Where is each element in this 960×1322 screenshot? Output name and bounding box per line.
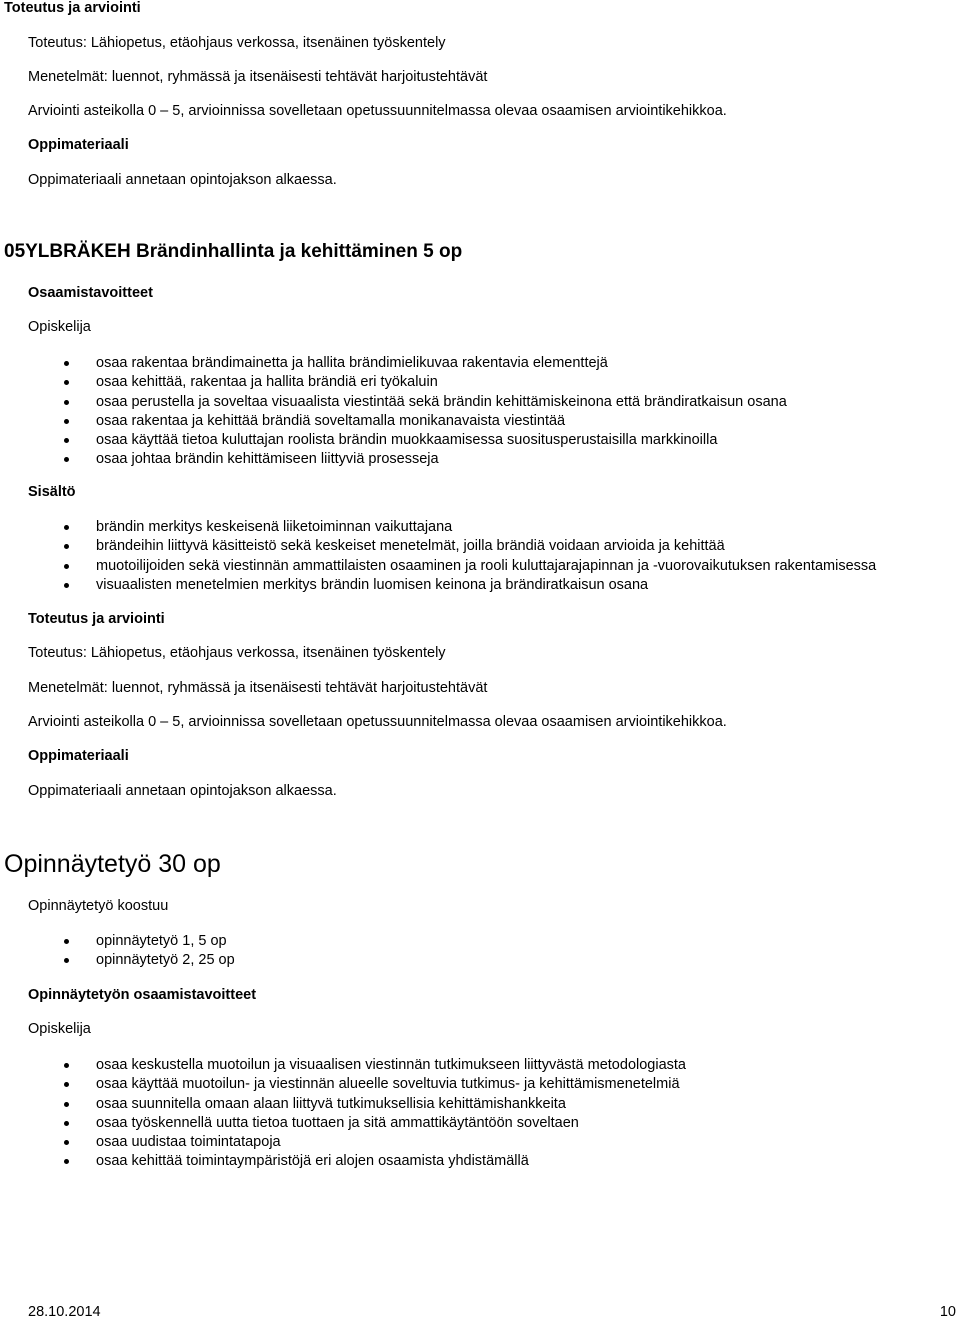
bullet-icon <box>64 939 69 944</box>
course-title: 05YLBRÄKEH Brändinhallinta ja kehittäminen 5 op <box>4 241 463 262</box>
course-menetelmat-text: Menetelmät: luennot, ryhmässä ja itsenäisesti tehtävät harjoitustehtävät <box>28 680 488 696</box>
bullet-icon <box>64 1140 69 1145</box>
osaamistavoitteet-heading: Osaamistavoitteet <box>28 285 153 301</box>
course-oppimateriaali-text: Oppimateriaali annetaan opintojakson alkaessa. <box>28 783 337 799</box>
bullet-icon <box>64 457 69 462</box>
course-toteutus-text: Toteutus: Lähiopetus, etäohjaus verkossa, itsenäinen työskentely <box>28 645 446 661</box>
bullet-icon <box>64 1159 69 1164</box>
list-item: osaa kehittää toimintaympäristöjä eri alojen osaamista yhdistämällä <box>0 1152 960 1171</box>
bullet-icon <box>64 361 69 366</box>
list-item: brändin merkitys keskeisenä liiketoiminnan vaikuttajana <box>0 518 960 537</box>
bullet-icon <box>64 1063 69 1068</box>
list-item: osaa suunnitella omaan alaan liittyvä tutkimuksellisia kehittämishankkeita <box>0 1095 960 1114</box>
list-item: osaa rakentaa ja kehittää brändiä soveltamalla monikanavaista viestintää <box>0 412 960 431</box>
course-oppimateriaali-heading: Oppimateriaali <box>28 748 129 764</box>
thesis-objectives-list <box>0 1056 960 1172</box>
bullet-icon <box>64 1102 69 1107</box>
oppimateriaali-text: Oppimateriaali annetaan opintojakson alkaessa. <box>28 172 337 188</box>
thesis-parts-list <box>0 932 960 971</box>
sisalto-heading: Sisältö <box>28 484 76 500</box>
list-item: osaa käyttää muotoilun- ja viestinnän alueelle soveltuvia tutkimus- ja kehittämismenetelmiä <box>0 1075 960 1094</box>
list-item: visuaalisten menetelmien merkitys brändin luomisen keinona ja brändiratkaisun osana <box>0 576 960 595</box>
bullet-icon <box>64 438 69 443</box>
course-arviointi-text: Arviointi asteikolla 0 – 5, arvioinnissa sovelletaan opetussuunnitelmassa olevaa osaamisen arviointikehikkoa. <box>28 714 727 730</box>
list-item: osaa rakentaa brändimainetta ja hallita brändimielikuvaa rakentavia elementtejä <box>0 354 960 373</box>
opiskelija-label: Opiskelija <box>28 319 91 335</box>
oppimateriaali-heading: Oppimateriaali <box>28 137 129 153</box>
menetelmat-text: Menetelmät: luennot, ryhmässä ja itsenäisesti tehtävät harjoitustehtävät <box>28 69 488 85</box>
course-contents-list <box>0 518 960 595</box>
list-item: opinnäytetyö 2, 25 op <box>0 951 960 970</box>
bullet-icon <box>64 525 69 530</box>
list-item: brändeihin liittyvä käsitteistö sekä keskeiset menetelmät, joilla brändiä voidaan arvioida ja kehittää <box>0 537 960 556</box>
list-item: muotoilijoiden sekä viestinnän ammattilaisten osaaminen ja rooli kuluttajarajapinnan ja -vuorovaikutuksen rakentamisessa <box>0 557 960 576</box>
list-item: osaa johtaa brändin kehittämiseen liittyviä prosesseja <box>0 450 960 469</box>
course-toteutus-heading: Toteutus ja arviointi <box>28 611 165 627</box>
toteutus-heading: Toteutus ja arviointi <box>4 0 141 16</box>
course-objectives-list <box>0 354 960 470</box>
list-item: opinnäytetyö 1, 5 op <box>0 932 960 951</box>
bullet-icon <box>64 419 69 424</box>
thesis-title: Opinnäytetyö 30 op <box>4 850 221 878</box>
bullet-icon <box>64 1082 69 1087</box>
bullet-icon <box>64 958 69 963</box>
thesis-opiskelija-label: Opiskelija <box>28 1021 91 1037</box>
bullet-icon <box>64 544 69 549</box>
bullet-icon <box>64 380 69 385</box>
page-number: 10 <box>939 1304 956 1320</box>
footer-date: 28.10.2014 <box>28 1304 101 1320</box>
arviointi-text: Arviointi asteikolla 0 – 5, arvioinnissa sovelletaan opetussuunnitelmassa olevaa osaamisen arviointikehikkoa. <box>28 103 727 119</box>
list-item: osaa työskennellä uutta tietoa tuottaen ja sitä ammattikäytäntöön soveltaen <box>0 1114 960 1133</box>
list-item: osaa kehittää, rakentaa ja hallita brändiä eri työkaluin <box>0 373 960 392</box>
thesis-tavoitteet-heading: Opinnäytetyön osaamistavoitteet <box>28 987 257 1003</box>
toteutus-text: Toteutus: Lähiopetus, etäohjaus verkossa, itsenäinen työskentely <box>28 35 446 51</box>
list-item: osaa perustella ja soveltaa visuaalista viestintää sekä brändin kehittämiskeinona että brändiratkaisun osana <box>0 393 960 412</box>
list-item: osaa uudistaa toimintatapoja <box>0 1133 960 1152</box>
bullet-icon <box>64 583 69 588</box>
bullet-icon <box>64 400 69 405</box>
bullet-icon <box>64 1121 69 1126</box>
list-item: osaa käyttää tietoa kuluttajan roolista brändin muokkaamisessa suositusperustaisilla markkinoilla <box>0 431 960 450</box>
thesis-koostuu: Opinnäytetyö koostuu <box>28 898 169 914</box>
list-item: osaa keskustella muotoilun ja visuaalisen viestinnän tutkimukseen liittyvästä metodologiasta <box>0 1056 960 1075</box>
bullet-icon <box>64 564 69 569</box>
